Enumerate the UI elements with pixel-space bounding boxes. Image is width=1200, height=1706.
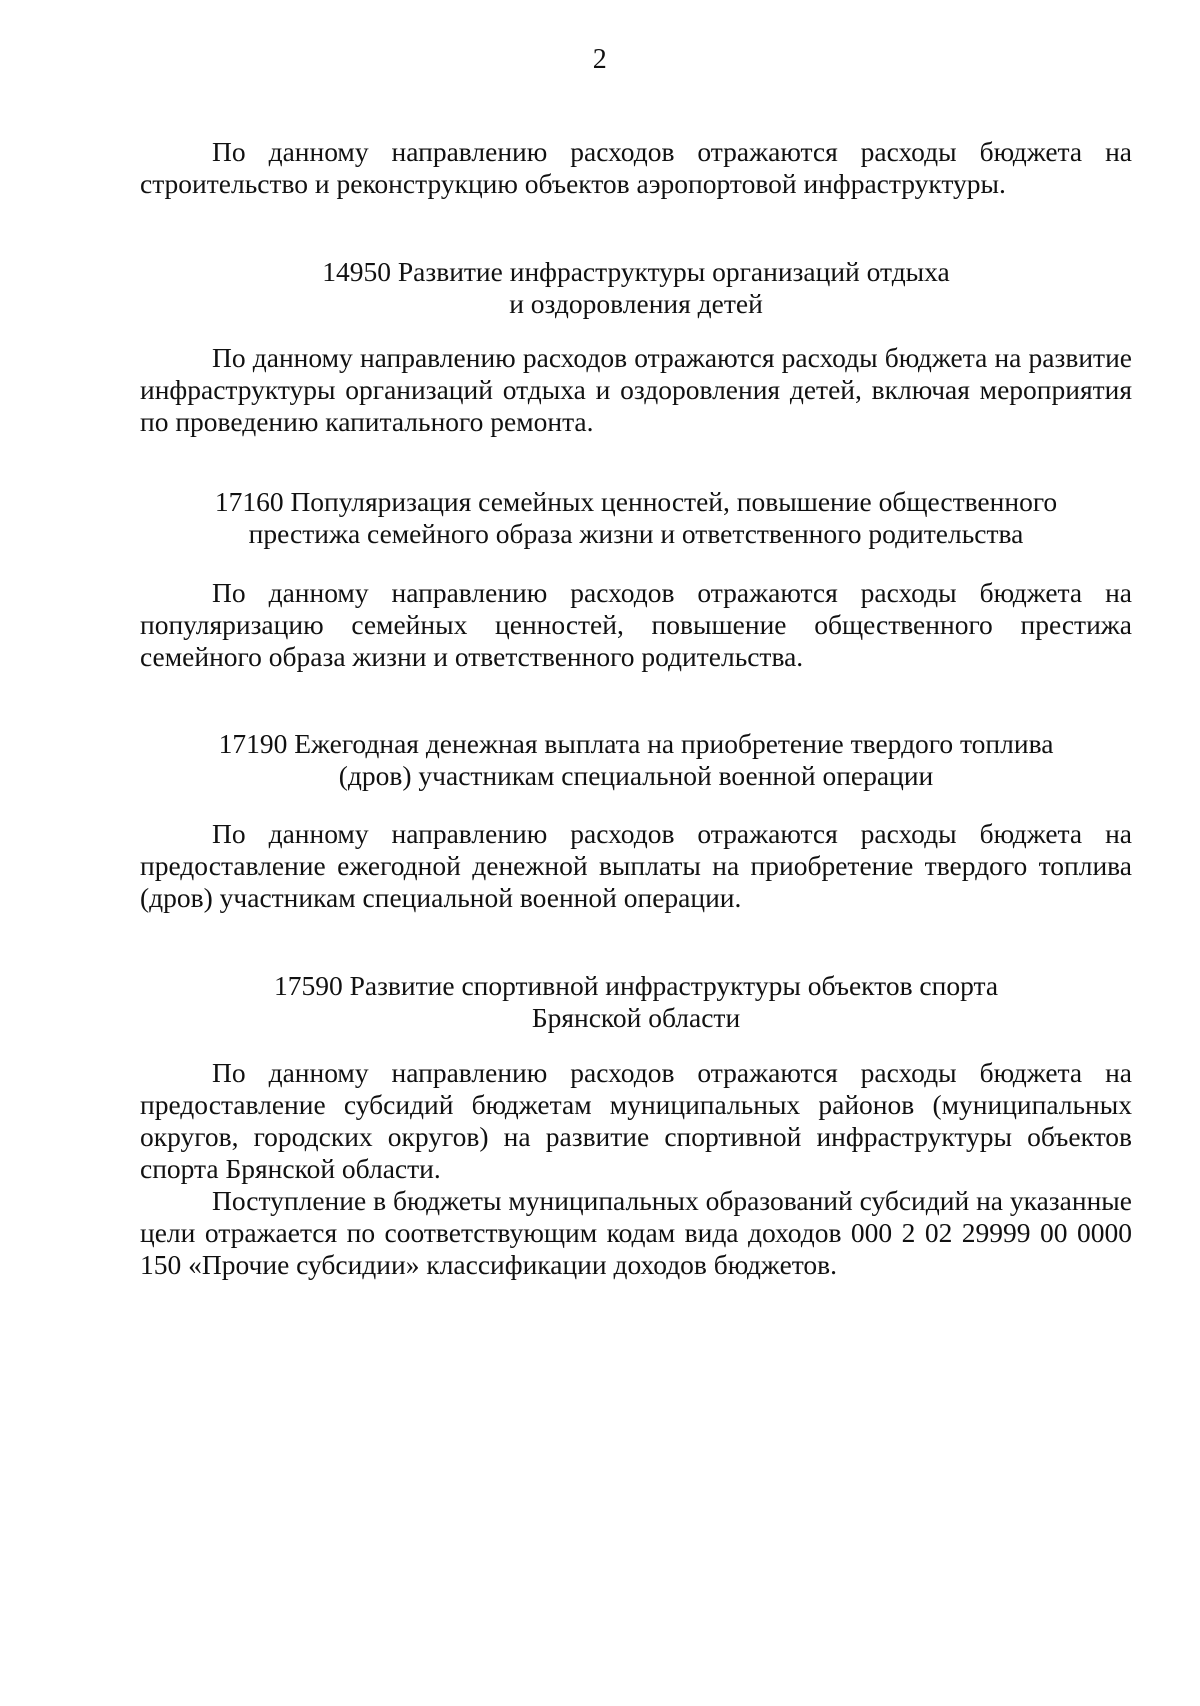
paragraph: По данному направлению расходов отражаются расходы бюджета на развитие инфраструктуры организаций отдыха и оздоровления детей, включая мероприятия по проведению капитального ремонта. — [140, 342, 1132, 437]
paragraph: По данному направлению расходов отражаются расходы бюджета на популяризацию семейных ценностей, повышение общественного престижа семейного образа жизни и ответственного родительства. — [140, 577, 1132, 672]
heading-line: Брянской области — [531, 1002, 741, 1033]
section-heading-17590 — [140, 970, 1132, 1034]
paragraph: По данному направлению расходов отражаются расходы бюджета на предоставление субсидий бюджетам муниципальных районов (муниципальных округов, городских округов) на развитие спортивной инфраструктуры объектов спорта Брянской области. — [140, 1057, 1132, 1184]
section-17160-body — [140, 577, 1132, 673]
paragraph: Поступление в бюджеты муниципальных образований субсидий на указанные цели отражается по соответствующим кодам вида доходов 000 2 02 29999 00 0000 150 «Прочие субсидии» классификации доходов бюджетов. — [140, 1185, 1132, 1280]
paragraph: По данному направлению расходов отражаются расходы бюджета на строительство и реконструкцию объектов аэропортовой инфраструктуры. — [140, 136, 1132, 199]
heading-line: 17590 Развитие спортивной инфраструктуры объектов спорта — [273, 970, 999, 1001]
heading-line: престижа семейного образа жизни и ответственного родительства — [248, 518, 1024, 549]
section-heading-14950 — [140, 256, 1132, 320]
section-heading-17160 — [140, 486, 1132, 550]
page-number: 2 — [592, 44, 608, 75]
section-heading-17190 — [140, 728, 1132, 792]
heading-line: и оздоровления детей — [509, 288, 763, 319]
section-14950-body — [140, 342, 1132, 438]
heading-line: 17190 Ежегодная денежная выплата на приобретение твердого топлива — [218, 728, 1054, 759]
heading-line: (дров) участникам специальной военной операции — [338, 760, 934, 791]
section-17590-body — [140, 1057, 1132, 1281]
section-airport-infrastructure — [140, 136, 1132, 200]
heading-line: 14950 Развитие инфраструктуры организаций отдыха — [322, 256, 950, 287]
paragraph: По данному направлению расходов отражаются расходы бюджета на предоставление ежегодной денежной выплаты на приобретение твердого топлива (дров) участникам специальной военной операции. — [140, 818, 1132, 913]
heading-line: 17160 Популяризация семейных ценностей, повышение общественного — [214, 486, 1058, 517]
section-17190-body — [140, 818, 1132, 914]
